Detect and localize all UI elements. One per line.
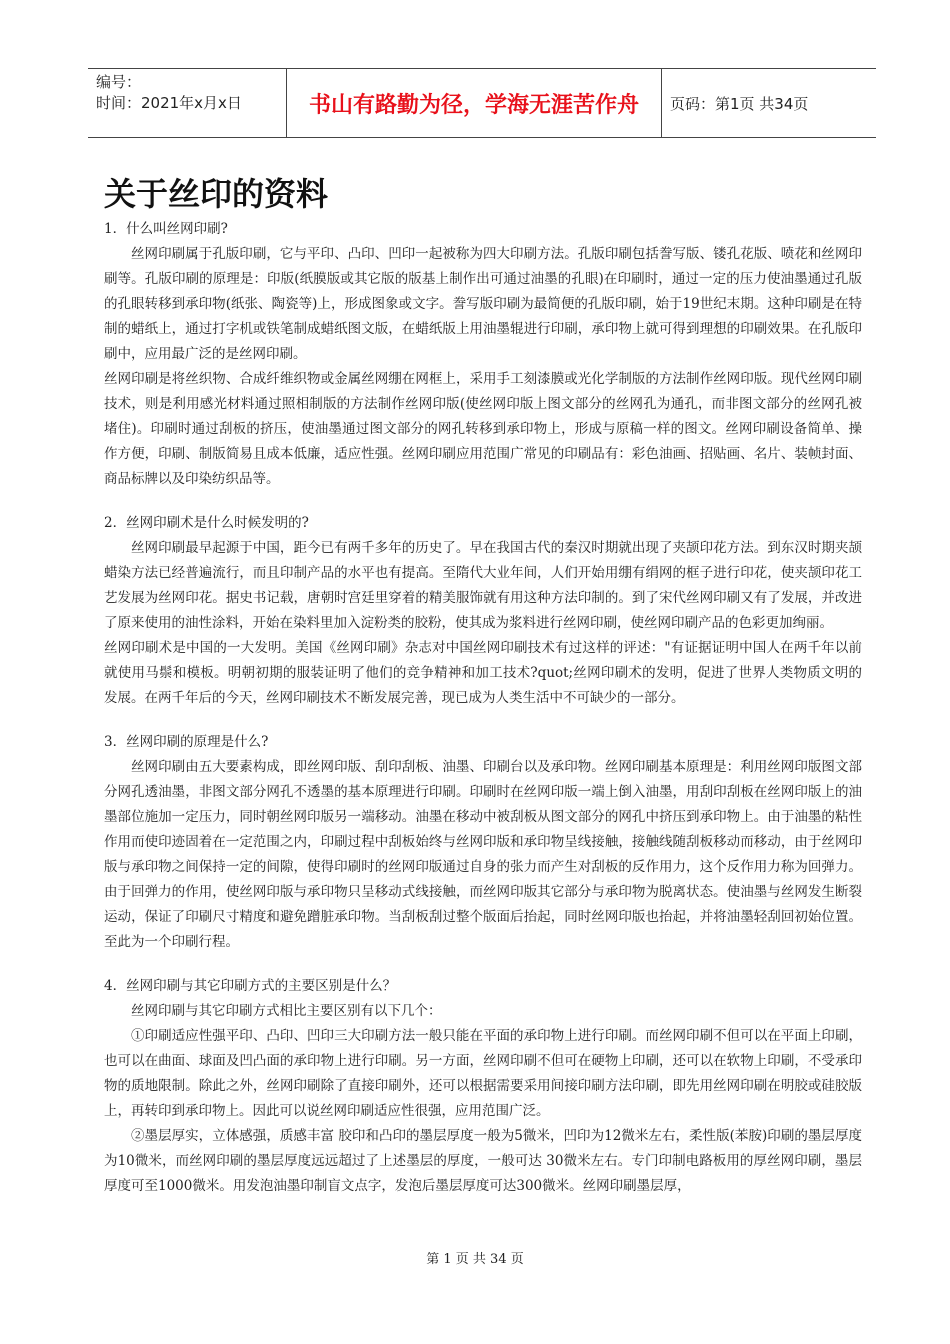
document-title: 关于丝印的资料 xyxy=(104,175,329,213)
paragraph: 丝网印刷属于孔版印刷，它与平印、凸印、凹印一起被称为四大印刷方法。孔版印刷包括誊写版、镂孔花版、喷花和丝网印刷等。孔版印刷的原理是：印版(纸膜版或其它版的版基上制作出可通过油墨的孔眼)在印刷时，通过一定的压力使油墨通过孔版的孔眼转移到承印物(纸张、陶瓷等)上，形成图象或文字。誊写版印刷为最简便的孔版印刷，始于19世纪末期。这种印刷是在特制的蜡纸上，通过打字机或铁笔制成蜡纸图文版，在蜡纸版上用油墨辊进行印刷，承印物上就可得到理想的印刷效果。在孔版印刷中，应用最广泛的是丝网印刷。 xyxy=(104,246,862,362)
document-body xyxy=(104,172,862,1199)
header-motto: 书山有路勤为径，学海无涯苦作舟 xyxy=(286,69,662,137)
header-number: 编号： xyxy=(96,73,142,91)
header-page-info: 页码：第1页 共34页 xyxy=(670,94,809,113)
paragraph: 丝网印刷由五大要素构成，即丝网印版、刮印刮板、油墨、印刷台以及承印物。丝网印刷基本原理是：利用丝网印版图文部分网孔透油墨，非图文部分网孔不透墨的基本原理进行印刷。印刷时在丝网印版一端上倒入油墨，用刮印刮板在丝网印版上的油墨部位施加一定压力，同时朝丝网印版另一端移动。油墨在移动中被刮板从图文部分的网孔中挤压到承印物上。由于油墨的粘性作用而使印迹固着在一定范围之内，印刷过程中刮板始终与丝网印版和承印物呈线接触，接触线随刮板移动而移动，由于丝网印版与承印物之间保持一定的间隙，使得印刷时的丝网印版通过自身的张力而产生对刮板的反作用力，这个反作用力称为回弹力。由于回弹力的作用，使丝网印版与承印物只呈移动式线接触，而丝网印版其它部分与承印物为脱离状态。使油墨与丝网发生断裂运动，保证了印刷尺寸精度和避免蹭脏承印物。当刮板刮过整个版面后抬起，同时丝网印版也抬起，并将油墨轻刮回初始位置。至此为一个印刷行程。 xyxy=(104,759,862,950)
page-footer: 第 1 页 共 34 页 xyxy=(426,1252,524,1267)
paragraph: ②墨层厚实，立体感强，质感丰富 胶印和凸印的墨层厚度一般为5微米，凹印为12微米左右，柔性版(苯胺)印刷的墨层厚度为10微米，而丝网印刷的墨层厚度远远超过了上述墨层的厚度，一般可达 30微米左右。专门印制电路板用的厚丝网印刷，墨层厚度可至1000微米。用发泡油墨印制盲文点字，发泡后墨层厚度可达300微米。丝网印刷墨层厚， xyxy=(104,1128,862,1194)
page-header xyxy=(88,68,876,138)
paragraph: 丝网印刷与其它印刷方式相比主要区别有以下几个： xyxy=(131,1003,442,1019)
paragraph: ①印刷适应性强平印、凸印、凹印三大印刷方法一般只能在平面的承印物上进行印刷。而丝网印刷不但可以在平面上印刷，也可以在曲面、球面及凹凸面的承印物上进行印刷。另一方面，丝网印刷不但可在硬物上印刷，还可以在软物上印刷，不受承印物的质地限制。除此之外，丝网印刷除了直接印刷外，还可以根据需要采用间接印刷方法印刷，即先用丝网印刷在明胶或硅胶版上，再转印到承印物上。因此可以说丝网印刷适应性很强，应用范围广泛。 xyxy=(104,1028,862,1119)
section-title: 4．丝网印刷与其它印刷方式的主要区别是什么？ xyxy=(104,978,397,994)
header-meta xyxy=(88,69,286,137)
paragraph: 丝网印刷是将丝织物、合成纤维织物或金属丝网绷在网框上，采用手工刻漆膜或光化学制版的方法制作丝网印版。现代丝网印刷技术，则是利用感光材料通过照相制版的方法制作丝网印版(使丝网印版上图文部分的丝网孔为通孔，而非图文部分的丝网孔被堵住)。印刷时通过刮板的挤压，使油墨通过图文部分的网孔转移到承印物上，形成与原稿一样的图文。丝网印刷设备简单、操作方便，印刷、制版简易且成本低廉，适应性强。丝网印刷应用范围广常见的印刷品有：彩色油画、招贴画、名片、装帧封面、商品标牌以及印染纺织品等。 xyxy=(104,371,862,487)
header-time: 时间：2021年x月x日 xyxy=(96,94,242,112)
section-title: 2．丝网印刷术是什么时候发明的? xyxy=(104,515,309,531)
section-title: 1．什么叫丝网印刷? xyxy=(104,221,228,237)
section-title: 3．丝网印刷的原理是什么? xyxy=(104,734,269,750)
paragraph: 丝网印刷术是中国的一大发明。美国《丝网印刷》杂志对中国丝网印刷技术有过这样的评述："有证据证明中国人在两千年以前就使用马鬃和模板。明朝初期的服装证明了他们的竞争精神和加工技术?quot;丝网印刷术的发明，促进了世界人类物质文明的发展。在两千年后的今天，丝网印刷技术不断发展完善，现已成为人类生活中不可缺少的一部分。 xyxy=(104,640,862,706)
paragraph: 丝网印刷最早起源于中国，距今已有两千多年的历史了。早在我国古代的秦汉时期就出现了夹颉印花方法。到东汉时期夹颉蜡染方法已经普遍流行，而且印制产品的水平也有提高。至隋代大业年间，人们开始用绷有绢网的框子进行印花，使夹颉印花工艺发展为丝网印花。据史书记载，唐朝时宫廷里穿着的精美服饰就有用这种方法印制的。到了宋代丝网印刷又有了发展，并改进了原来使用的油性涂料，开始在染料里加入淀粉类的胶粉，使其成为浆料进行丝网印刷，使丝网印刷产品的色彩更加绚丽。 xyxy=(104,540,862,631)
